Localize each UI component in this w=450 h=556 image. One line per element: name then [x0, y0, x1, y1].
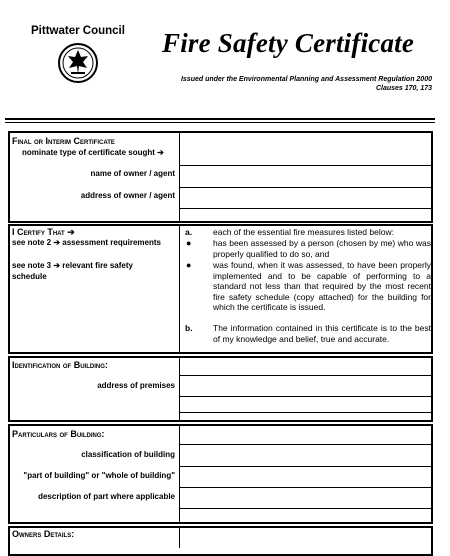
- owner-name-field[interactable]: [180, 165, 433, 166]
- council-seal-icon: [57, 42, 99, 84]
- premises-address-field[interactable]: [180, 375, 433, 376]
- owner-address-field-line2[interactable]: [180, 208, 433, 209]
- council-name: Pittwater Council: [31, 25, 125, 37]
- owner-address-label: address of owner / agent: [80, 191, 175, 200]
- description-field-line2[interactable]: [180, 508, 433, 509]
- bullet2-text: was found, when it was assessed, to have been properly implemented and to be capable of performing to a standard not less than that required by the most recent fire safety schedule (copy attached) for the building for which the certificate is issued.: [213, 260, 431, 312]
- premises-address-label: address of premises: [97, 381, 175, 390]
- bullet1-text: has been assessed by a person (chosen by me) who was properly qualified to do so, and: [213, 238, 431, 259]
- section-heading: Final or Interim Certificate: [12, 136, 115, 146]
- divider: [5, 118, 435, 120]
- premises-address-field-line2[interactable]: [180, 396, 433, 397]
- description-field[interactable]: [180, 487, 433, 488]
- owner-address-field[interactable]: [180, 187, 433, 188]
- column-divider: [179, 226, 180, 352]
- part-whole-field[interactable]: [180, 466, 433, 467]
- bullet-icon: ●: [186, 260, 192, 270]
- description-label: description of part where applicable: [38, 492, 175, 501]
- bullet-icon: ●: [186, 238, 192, 248]
- part-whole-label: "part of building" or "whole of building": [23, 471, 175, 480]
- page-title: Fire Safety Certificate: [162, 28, 415, 58]
- regulation-note: Issued under the Environmental Planning and Assessment Regulation 2000 Clauses 170, 173: [180, 76, 432, 92]
- premises-address-field-line3[interactable]: [180, 412, 433, 413]
- item-b-text: The information contained in this certificate is to the best of my knowledge and belief, true and accurate.: [213, 323, 431, 344]
- column-divider: [179, 528, 180, 548]
- column-divider: [179, 358, 180, 420]
- item-a-label: a.: [185, 227, 193, 237]
- item-b-label: b.: [185, 323, 193, 333]
- owner-name-label: name of owner / agent: [90, 169, 175, 178]
- divider: [5, 122, 435, 123]
- section-heading: Particulars of Building:: [12, 429, 105, 439]
- item-a-text: each of the essential fire measures listed below:: [213, 227, 394, 237]
- classification-field[interactable]: [180, 444, 433, 445]
- section-heading: I Certify That ➔: [12, 227, 75, 237]
- note3-label: see note 3 ➔ relevant fire safety schedule: [12, 261, 133, 281]
- section-heading: Identification of Building:: [12, 360, 108, 370]
- section-heading: Owners Details:: [12, 529, 75, 539]
- nominate-label: nominate type of certificate sought ➔: [22, 148, 164, 157]
- classification-label: classification of building: [81, 450, 175, 459]
- note2-label: see note 2 ➔ assessment requirements: [12, 238, 161, 247]
